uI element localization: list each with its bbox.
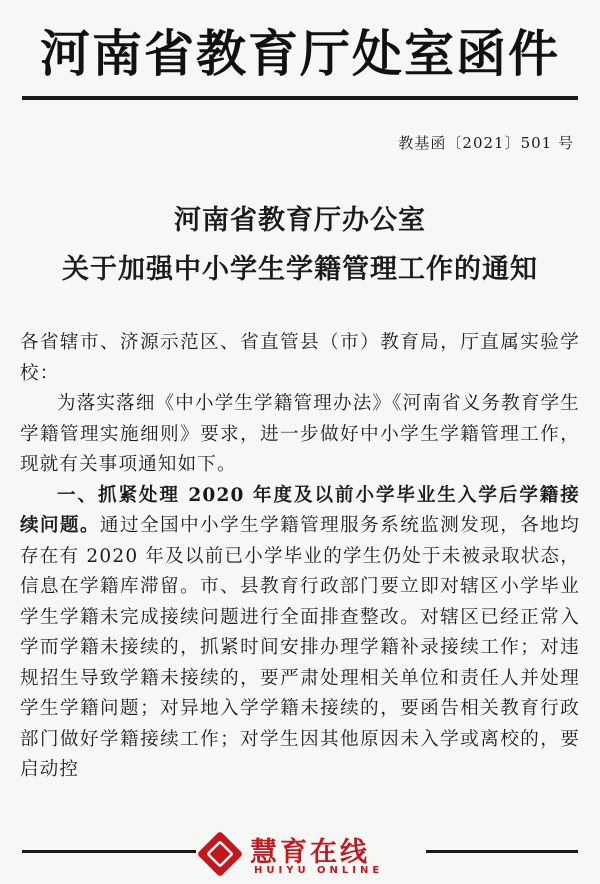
title-line-2: 关于加强中小学生学籍管理工作的通知: [62, 254, 538, 285]
watermark-subtitle: HUIYU ONLINE: [254, 865, 384, 876]
intro-paragraph: 为落实落细《中小学生学籍管理办法》《河南省义务教育学生学籍管理实施细则》要求，进一步做好中小学生学籍管理工作，现就有关事项通知如下。: [20, 393, 580, 475]
watermark-logo-icon: [197, 831, 243, 877]
section-1-text: 通过全国中小学生学籍管理服务系统监测发现，各地均存在有 2020 年及以前已小学毕业的学生仍处于未被录取状态，信息在学籍库滞留。市、县教育行政部门要立即对辖区小学毕业学生学籍未完成接续问题进行全面排查整改。对辖区已经正常入学而学籍未接续的，抓紧时间安排办理学籍补录接续工作；对违规招生导致学籍未接续的，要严肃处理相关单位和责任人并处理学生学籍问题；对异地入学学籍未接续的，要函告相关教育行政部门做好学籍接续工作；对学生因其他原因未入学或离校的，要启动控: [20, 515, 580, 780]
masthead-rule: [22, 96, 578, 100]
masthead: 河南省教育厅处室函件: [40, 25, 560, 83]
addressee: 各省辖市、济源示范区、省直管县（市）教育局，厅直属实验学校：: [20, 332, 580, 384]
body-text: [20, 328, 580, 786]
title-line-1: 河南省教育厅办公室: [174, 205, 426, 236]
section-1-paragraph: [20, 481, 580, 786]
watermark-name: 慧育在线: [250, 837, 370, 868]
section-1-heading: 一、抓紧处理 2020 年度及以前小学毕业生入学后学籍接续问题。: [20, 484, 580, 536]
document-number: 教基函〔2021〕501 号: [398, 134, 574, 152]
watermark: [196, 828, 426, 884]
